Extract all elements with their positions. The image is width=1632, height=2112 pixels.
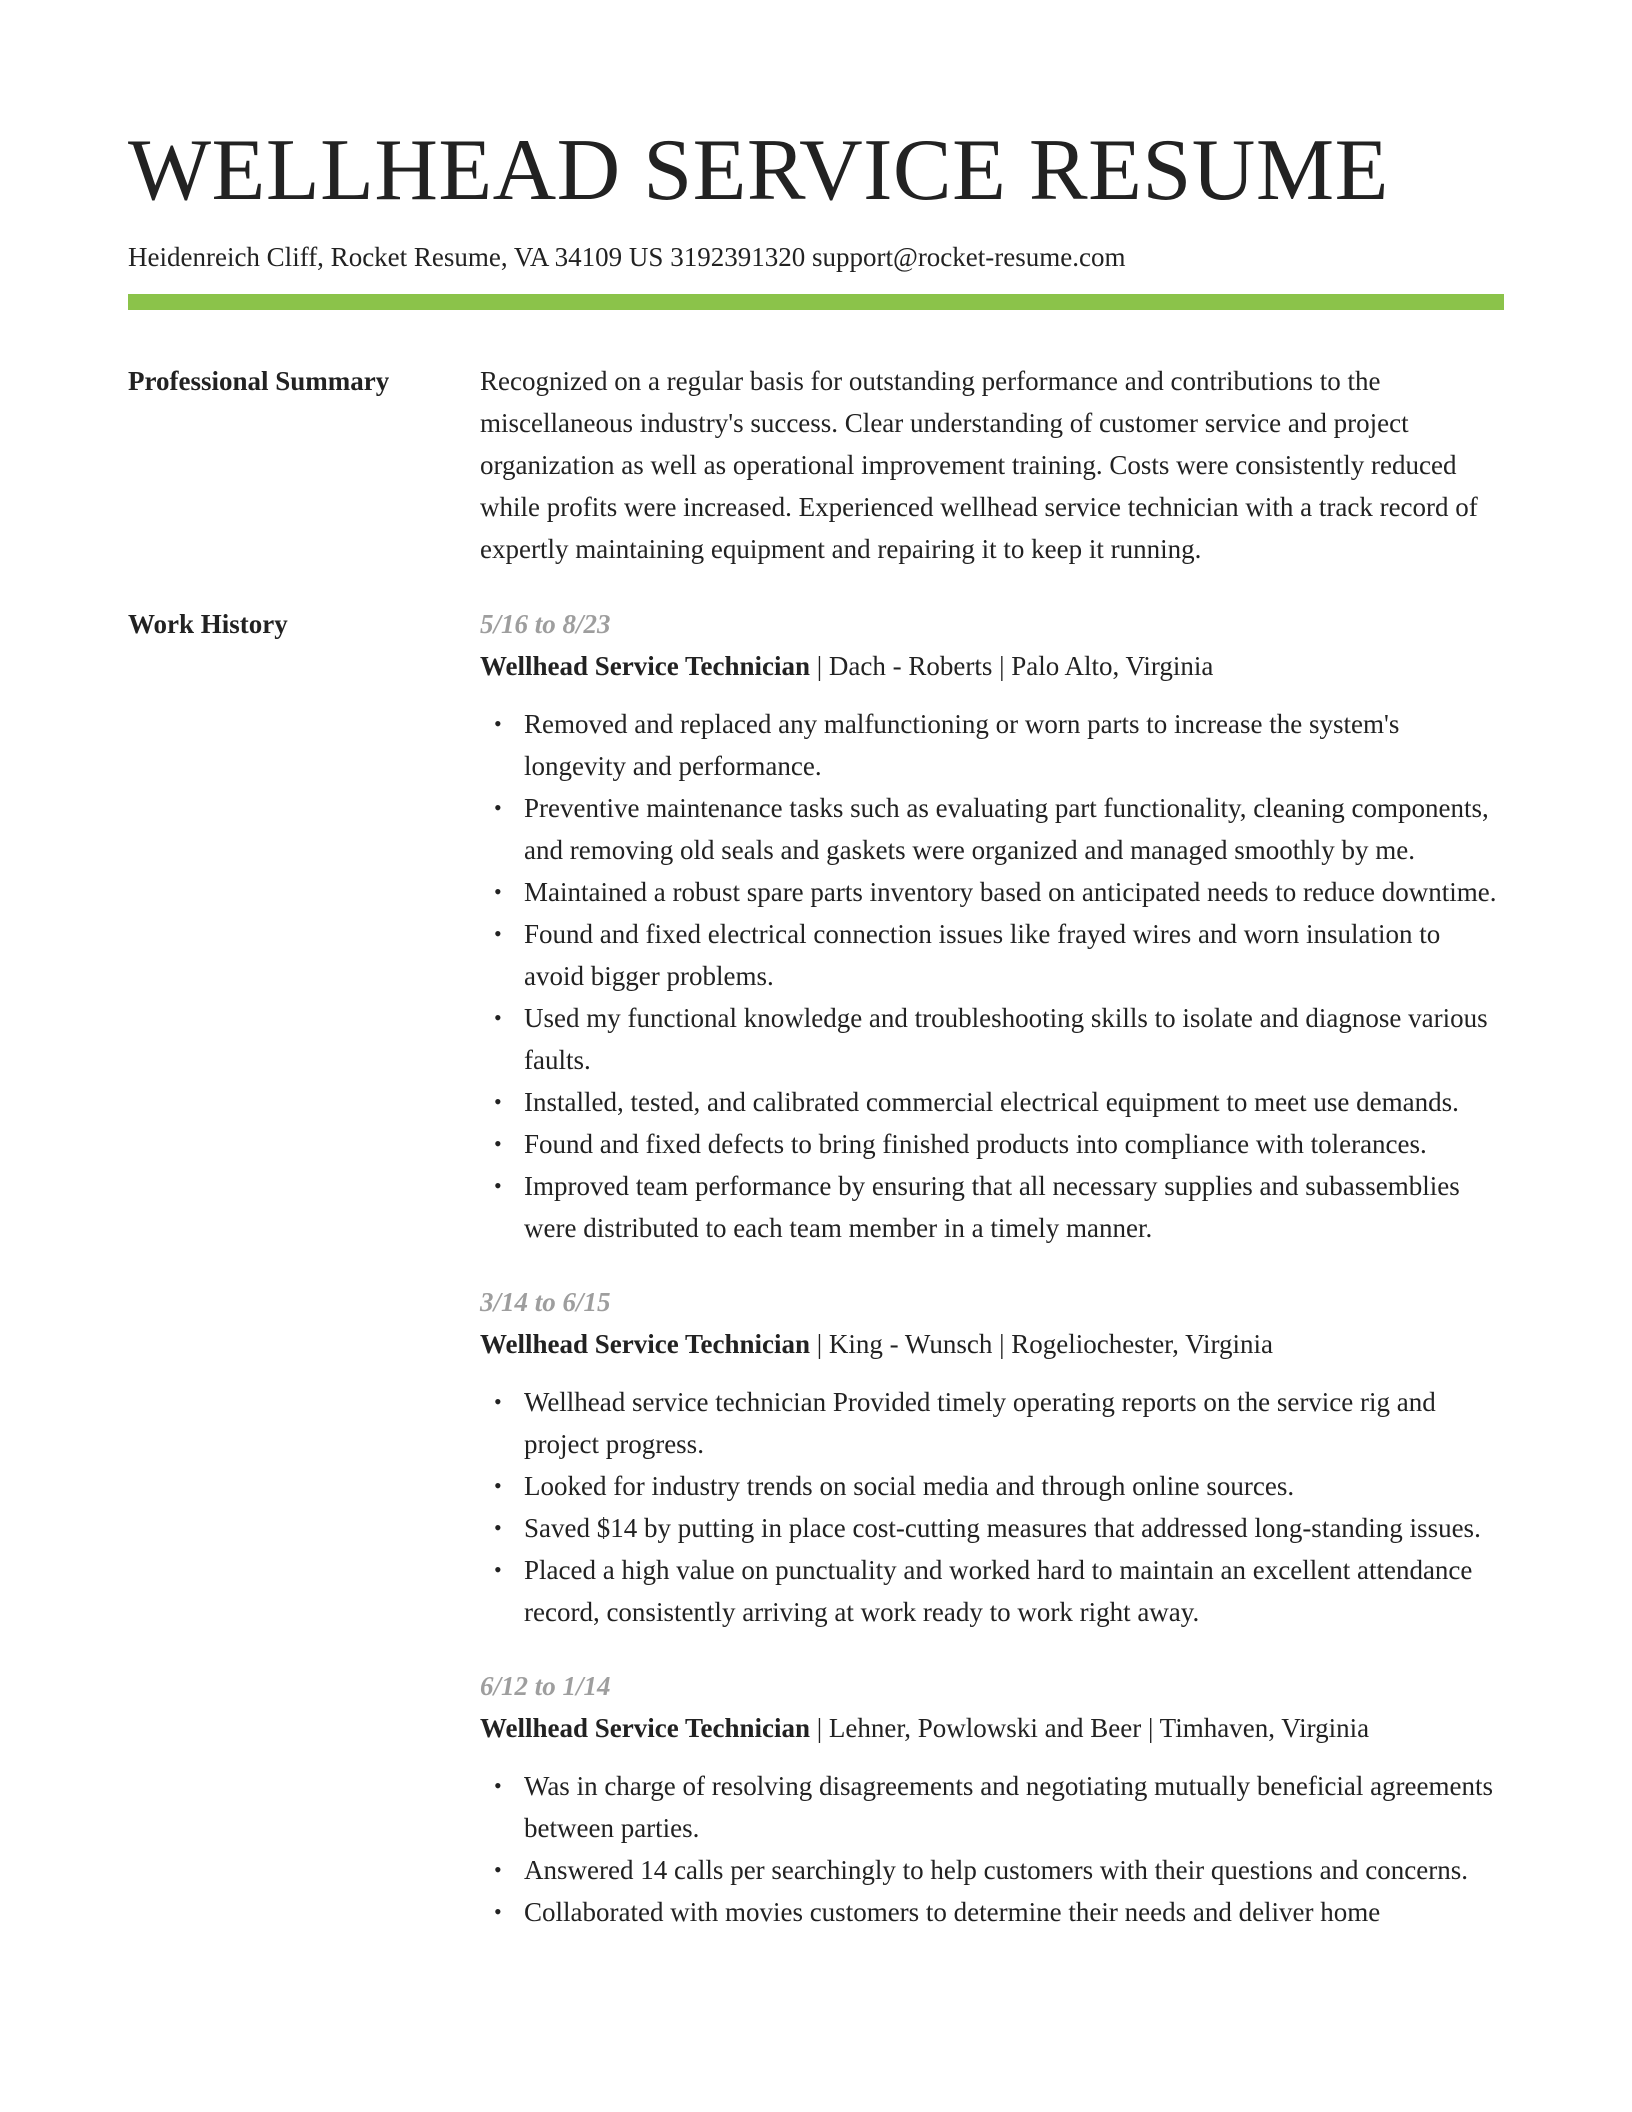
job-details: | Lehner, Powlowski and Beer | Timhaven, Virginia xyxy=(810,1713,1370,1743)
contact-line: Heidenreich Cliff, Rocket Resume, VA 34109 US 3192391320 support@rocket-resume.com xyxy=(128,242,1126,272)
duty-item xyxy=(494,871,1504,913)
duty-text: Collaborated with movies customers to determine their needs and deliver home xyxy=(524,1897,1381,1927)
duty-text: Found and fixed defects to bring finished products into compliance with tolerances. xyxy=(524,1129,1427,1159)
duty-text: Answered 14 calls per searchingly to help customers with their questions and concerns. xyxy=(524,1855,1468,1885)
duty-item xyxy=(494,703,1504,787)
duty-item xyxy=(494,1165,1504,1249)
resume-page xyxy=(128,0,1504,1965)
bullet-icon: • xyxy=(494,1173,502,1198)
job-entry xyxy=(480,1281,1504,1633)
duty-text: Removed and replaced any malfunctioning or worn parts to increase the system's longevity and performance. xyxy=(524,709,1400,781)
bullet-icon: • xyxy=(494,1773,502,1798)
job-title: Wellhead Service Technician xyxy=(480,1713,811,1743)
duty-item xyxy=(494,913,1504,997)
duty-text: Placed a high value on punctuality and worked hard to maintain an excellent attendance record, consistently arriving at work ready to work right away. xyxy=(524,1555,1473,1627)
duty-text: Was in charge of resolving disagreements and negotiating mutually beneficial agreements between parties. xyxy=(524,1771,1494,1843)
summary-text: Recognized on a regular basis for outstanding performance and contributions to the miscellaneous industry's success. Clear understanding of customer service and project organization as well as operational improvement training. Costs were consistently reduced while profits were increased. Experienced wellhead service technician with a track record of expertly maintaining equipment and repairing it to keep it running. xyxy=(480,366,1478,564)
bullet-icon: • xyxy=(494,1857,502,1882)
duty-text: Improved team performance by ensuring that all necessary supplies and subassemblies were distributed to each team member in a timely manner. xyxy=(524,1171,1460,1243)
section-label-summary: Professional Summary xyxy=(128,366,390,396)
duty-item xyxy=(494,1849,1504,1891)
bullet-icon: • xyxy=(494,1005,502,1030)
duty-item xyxy=(494,1549,1504,1633)
accent-divider xyxy=(128,294,1504,310)
duty-text: Found and fixed electrical connection issues like frayed wires and worn insulation to avoid bigger problems. xyxy=(524,919,1441,991)
job-heading xyxy=(480,645,1504,687)
job-title: Wellhead Service Technician xyxy=(480,1329,811,1359)
bullet-icon: • xyxy=(494,795,502,820)
job-details: | King - Wunsch | Rogeliochester, Virginia xyxy=(810,1329,1273,1359)
duty-text: Preventive maintenance tasks such as evaluating part functionality, cleaning components, and removing old seals and gaskets were organized and managed smoothly by me. xyxy=(524,793,1489,865)
bullet-icon: • xyxy=(494,921,502,946)
job-entry xyxy=(480,603,1504,1249)
job-dates: 5/16 to 8/23 xyxy=(480,609,611,639)
duty-text: Wellhead service technician Provided timely operating reports on the service rig and project progress. xyxy=(524,1387,1436,1459)
duty-text: Used my functional knowledge and troubleshooting skills to isolate and diagnose various faults. xyxy=(524,1003,1488,1075)
bullet-icon: • xyxy=(494,1515,502,1540)
bullet-icon: • xyxy=(494,1557,502,1582)
bullet-icon: • xyxy=(494,1899,502,1924)
duty-item xyxy=(494,1891,1504,1933)
duty-text: Maintained a robust spare parts inventory based on anticipated needs to reduce downtime. xyxy=(524,877,1497,907)
bullet-icon: • xyxy=(494,1089,502,1114)
duty-item xyxy=(494,1507,1504,1549)
section-label-work-history: Work History xyxy=(128,609,288,639)
job-details: | Dach - Roberts | Palo Alto, Virginia xyxy=(810,651,1214,681)
work-history-body xyxy=(480,603,1504,1965)
summary-body xyxy=(480,360,1504,570)
duty-text: Saved $14 by putting in place cost-cutting measures that addressed long-standing issues. xyxy=(524,1513,1481,1543)
work-history-section xyxy=(128,603,1504,1965)
bullet-icon: • xyxy=(494,1389,502,1414)
professional-summary-section xyxy=(128,360,1504,570)
job-duties-list xyxy=(480,703,1504,1249)
job-heading xyxy=(480,1323,1504,1365)
job-title: Wellhead Service Technician xyxy=(480,651,811,681)
duty-item xyxy=(494,787,1504,871)
duty-text: Installed, tested, and calibrated commercial electrical equipment to meet use demands. xyxy=(524,1087,1459,1117)
job-heading xyxy=(480,1707,1504,1749)
bullet-icon: • xyxy=(494,711,502,736)
resume-title: WELLHEAD SERVICE RESUME xyxy=(128,122,1389,219)
duty-item xyxy=(494,1081,1504,1123)
job-duties-list xyxy=(480,1381,1504,1633)
duty-item xyxy=(494,1381,1504,1465)
bullet-icon: • xyxy=(494,1131,502,1156)
bullet-icon: • xyxy=(494,1473,502,1498)
job-entry xyxy=(480,1665,1504,1933)
duty-text: Looked for industry trends on social media and through online sources. xyxy=(524,1471,1295,1501)
job-dates: 6/12 to 1/14 xyxy=(480,1671,611,1701)
duty-item xyxy=(494,1465,1504,1507)
duty-item xyxy=(494,1765,1504,1849)
duty-item xyxy=(494,997,1504,1081)
bullet-icon: • xyxy=(494,879,502,904)
duty-item xyxy=(494,1123,1504,1165)
job-duties-list xyxy=(480,1765,1504,1933)
job-dates: 3/14 to 6/15 xyxy=(480,1287,611,1317)
